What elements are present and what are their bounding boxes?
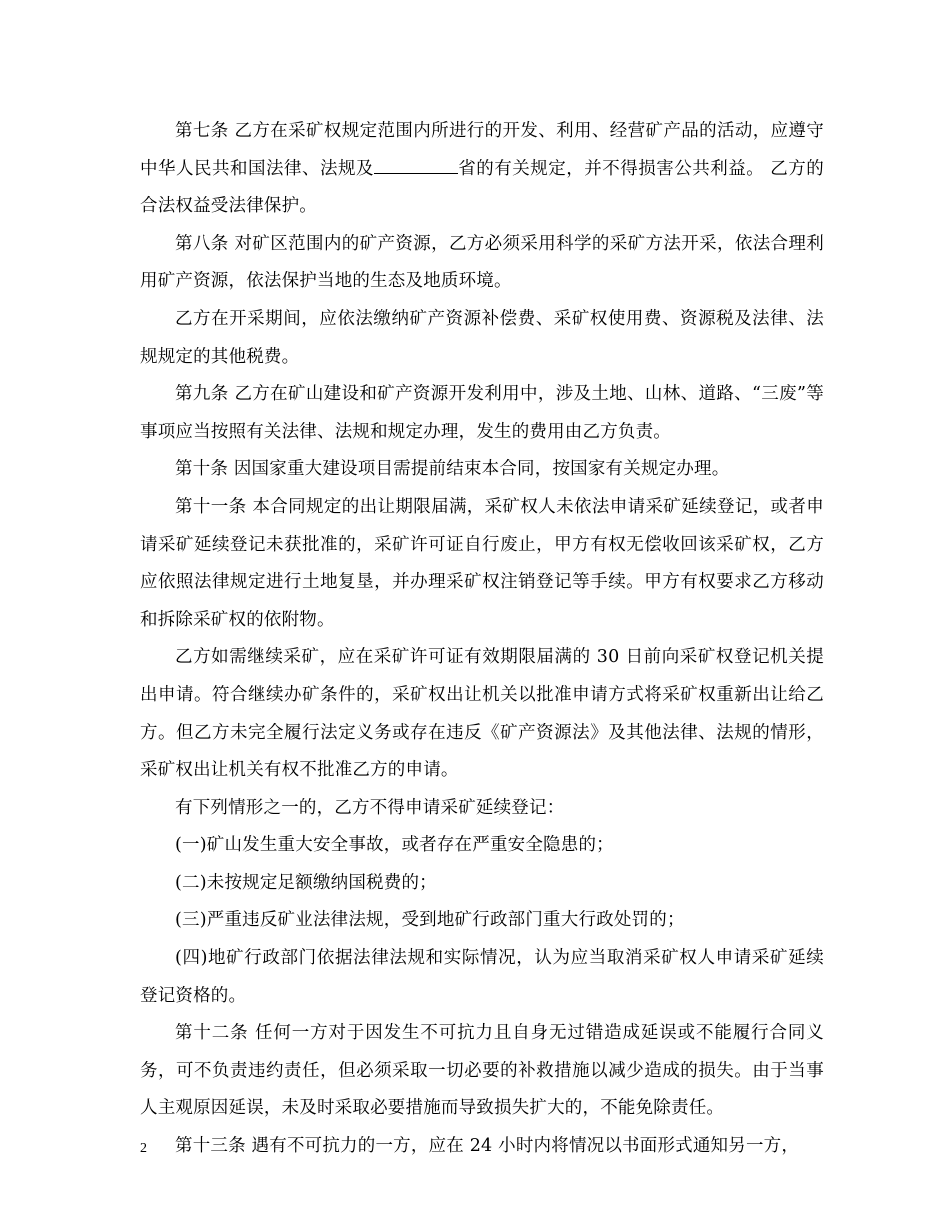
paragraph-article-12: 第十二条 任何一方对于因发生不可抗力且自身无过错造成延误或不能履行合同义务，可不负责违约责任，但必须采取一切必要的补救措施以减少造成的损失。由于当事人主观原因延误，未及时采取必要措施而导致损失扩大的，不能免除责任。 (140, 1023, 824, 1119)
paragraph-article-13: 第十三条 遇有不可抗力的一方，应在 24 小时内将情况以书面形式通知另一方， (175, 1136, 800, 1157)
paragraph-article-7 (140, 113, 824, 226)
paragraph-conditions-intro: 有下列情形之一的，乙方不得申请采矿延续登记： (175, 797, 565, 818)
list-item-condition-4: (四)地矿行政部门依据法律法规和实际情况，认为应当取消采矿权人申请采矿延续登记资格的。 (140, 948, 824, 1006)
list-item-condition-2: (二)未按规定足额缴纳国税费的； (175, 872, 437, 893)
list-item-condition-3: (三)严重违反矿业法律法规，受到地矿行政部门重大行政处罚的； (175, 910, 685, 931)
paragraph-article-8: 第八条 对矿区范围内的矿产资源，乙方必须采用科学的采矿方法开采，依法合理利用矿产资源，依法保护当地的生态及地质环境。 (140, 233, 824, 292)
paragraph-fees: 乙方在开采期间，应依法缴纳矿产资源补偿费、采矿权使用费、资源税及法律、法规规定的其他税费。 (140, 308, 824, 367)
paragraph-article-11: 第十一条 本合同规定的出让期限届满，采矿权人未依法申请采矿延续登记，或者申请采矿延续登记未获批准的，采矿许可证自行废止，甲方有权无偿收回该采矿权，乙方应依照法律规定进行土地复垦，并办理采矿权注销登记等手续。甲方有权要求乙方移动和拆除采矿权的依附物。 (140, 496, 824, 630)
document-body (140, 113, 824, 1166)
paragraph-text: 第七条 乙方在采矿权规定范围内所进行的开发、利用、经营矿产品的活动，应遵守中华人民共和国法律、法规及 (140, 121, 824, 179)
paragraph-article-9: 第九条 乙方在矿山建设和矿产资源开发利用中，涉及土地、山林、道路、“三废”等事项应当按照有关法律、法规和规定办理，发生的费用由乙方负责。 (140, 384, 824, 442)
paragraph-renewal: 乙方如需继续采矿，应在采矿许可证有效期限届满的 30 日前向采矿权登记机关提出申请。符合继续办矿条件的，采矿权出让机关以批准申请方式将采矿权重新出让给乙方。但乙方未完全履行法定义务或存在违反《矿产资源法》及其他法律、法规的情形，采矿权出让机关有权不批准乙方的申请。 (140, 647, 824, 781)
blank-underline (374, 159, 458, 174)
list-item-condition-1: (一)矿山发生重大安全事故，或者存在严重安全隐患的； (175, 835, 614, 856)
paragraph-article-10: 第十条 因国家重大建设项目需提前结束本合同，按国家有关规定办理。 (175, 459, 730, 480)
page-number: 2 (140, 1141, 147, 1156)
paragraph-text: 省的有关规定，并不得损害公共利益。 乙方的合法权益受法律保护。 (140, 158, 824, 217)
